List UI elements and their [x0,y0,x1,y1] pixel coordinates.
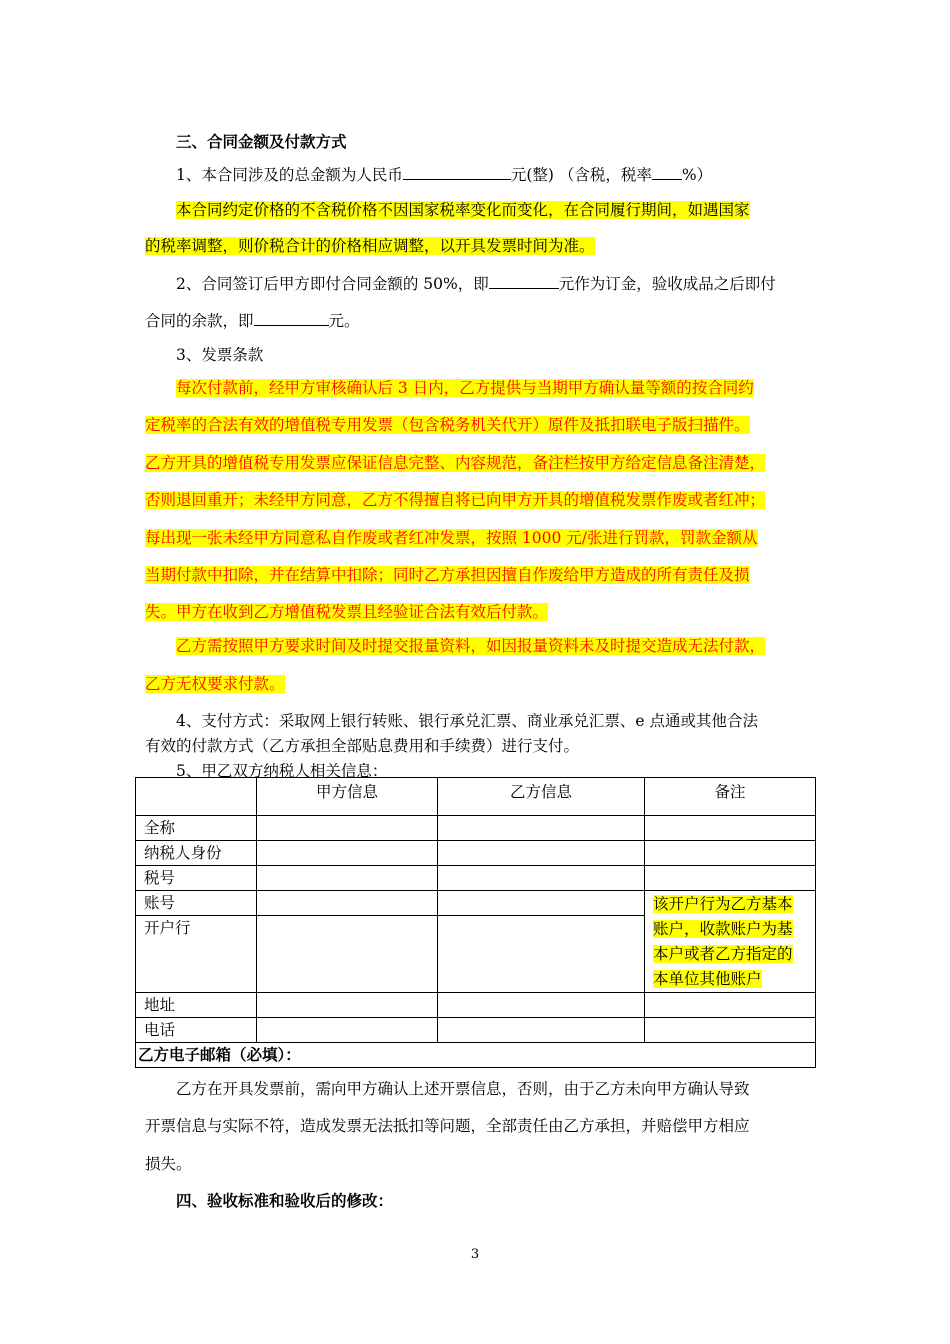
deposit-line-1 [176,272,810,294]
table-row [136,866,816,891]
table-row [136,891,816,916]
balance-text-a: 合同的余款，即 [145,312,254,330]
tax-rate-suffix: %） [681,166,713,184]
after-table-line-2: 开票信息与实际不符，造成发票无法抵扣等问题，全部责任由乙方承担，并赔偿甲方相应 [145,1117,750,1135]
table-cell[interactable] [438,916,645,993]
row-label: 税号 [136,866,257,891]
table-cell[interactable] [257,891,438,916]
invoice-clause-line-7 [145,600,810,622]
payment-method-line-2: 有效的付款方式（乙方承担全部贴息费用和手续费）进行支付。 [145,737,580,755]
report-clause-line-2 [145,672,810,694]
table-cell[interactable] [645,1018,816,1043]
page-number: 3 [470,1247,480,1262]
account-note-line: 本户或者乙方指定的 [653,945,793,963]
after-table-line-1: 乙方在开具发票前，需向甲方确认上述开票信息，否则，由于乙方未向甲方确认导致 [176,1080,750,1098]
after-table-line-3: 损失。 [145,1155,192,1173]
table-cell[interactable] [645,866,816,891]
section4-heading: 四、验收标准和验收后的修改： [176,1191,394,1210]
row-label: 账号 [136,891,257,916]
invoice-clause-text-6: 当期付款中扣除，并在结算中扣除；同时乙方承担因擅自作废给甲方造成的所有责任及损 [145,566,750,584]
deposit-blank [489,273,559,289]
report-clause-line-1 [176,634,810,656]
amount-paragraph [176,163,810,185]
invoice-clause-text-7: 失。甲方在收到乙方增值税发票且经验证合法有效后付款。 [145,603,549,621]
table-header-cell: 甲方信息 [257,778,438,816]
section3-heading: 三、合同金额及付款方式 [176,132,347,151]
table-cell[interactable] [438,816,645,841]
table-row [136,1018,816,1043]
balance-text-b: 元。 [328,312,360,330]
invoice-clause-line-4 [145,488,810,510]
account-note-cell [645,891,816,993]
account-note-line: 本单位其他账户 [653,970,762,988]
report-clause-text-2: 乙方无权要求付款。 [145,675,285,693]
account-note-line: 账户，收款账户为基 [653,920,793,938]
table-cell[interactable] [257,866,438,891]
table-cell[interactable] [257,993,438,1018]
tax-note-text-2: 的税率调整，则价税合计的价格相应调整，以开具发票时间为准。 [145,237,595,255]
table-cell[interactable] [645,993,816,1018]
table-cell[interactable] [257,841,438,866]
tax-rate-blank [652,164,682,180]
table-cell[interactable] [257,916,438,993]
table-header-row [136,778,816,816]
table-header-cell [136,778,257,816]
invoice-clause-line-3 [145,451,810,473]
table-row [136,841,816,866]
tax-note-line-1 [176,198,810,220]
table-cell[interactable] [438,866,645,891]
table-row [136,816,816,841]
invoice-clause-text-1: 每次付款前，经甲方审核确认后 3 日内，乙方提供与当期甲方确认量等额的按合同约 [176,379,754,397]
invoice-clause-text-4: 否则退回重开；未经甲方同意，乙方不得擅自将已向甲方开具的增值税发票作废或者红冲； [145,491,766,509]
table-cell[interactable] [645,841,816,866]
table-cell[interactable] [438,993,645,1018]
balance-blank [254,310,329,326]
invoice-clause-heading: 3、发票条款 [176,346,264,364]
report-clause-text-1: 乙方需按照甲方要求时间及时提交报量资料，如因报量资料未及时提交造成无法付款， [176,637,766,655]
table-header-cell: 乙方信息 [438,778,645,816]
table-cell[interactable] [438,891,645,916]
row-label: 地址 [136,993,257,1018]
payment-method-line-1: 4、支付方式：采取网上银行转账、银行承兑汇票、商业承兑汇票、e 点通或其他合法 [176,712,758,730]
table-cell[interactable] [257,1018,438,1043]
row-label: 纳税人身份 [136,841,257,866]
table-cell[interactable] [645,816,816,841]
invoice-clause-text-2: 定税率的合法有效的增值税专用发票（包含税务机关代开）原件及抵扣联电子版扫描件。 [145,416,750,434]
tax-note-line-2 [145,234,810,256]
invoice-clause-text-5: 每出现一张未经甲方同意私自作废或者红冲发票，按照 1000 元/张进行罚款，罚款金额从 [145,529,758,547]
taxpayer-info-heading: 5、甲乙双方纳税人相关信息： [176,762,388,780]
invoice-clause-line-5 [145,526,810,548]
invoice-clause-text-3: 乙方开具的增值税专用发票应保证信息完整、内容规范，备注栏按甲方给定信息备注清楚， [145,454,766,472]
table-row [136,993,816,1018]
row-label: 电话 [136,1018,257,1043]
deposit-text-a: 2、合同签订后甲方即付合同金额的 50%，即 [176,275,489,293]
amount-prefix: 1、本合同涉及的总金额为人民币 [176,166,403,184]
taxpayer-info-table [135,777,816,1068]
invoice-clause-line-1 [176,376,810,398]
table-row [136,1043,816,1068]
tax-note-text-1: 本合同约定价格的不含税价格不因国家税率变化而变化，在合同履行期间，如遇国家 [176,201,750,219]
row-label: 开户行 [136,916,257,993]
table-cell[interactable] [257,816,438,841]
row-label: 全称 [136,816,257,841]
deposit-text-b: 元作为订金，验收成品之后即付 [558,275,776,293]
table-header-cell: 备注 [645,778,816,816]
email-row-label[interactable]: 乙方电子邮箱（必填）： [136,1043,816,1068]
amount-blank [403,164,511,180]
table-cell[interactable] [438,841,645,866]
invoice-clause-line-6 [145,563,810,585]
invoice-clause-line-2 [145,413,810,435]
amount-suffix: 元(整) （含税，税率 [510,166,652,184]
account-note-line: 该开户行为乙方基本 [653,895,793,913]
deposit-line-2 [145,309,810,331]
table-cell[interactable] [438,1018,645,1043]
